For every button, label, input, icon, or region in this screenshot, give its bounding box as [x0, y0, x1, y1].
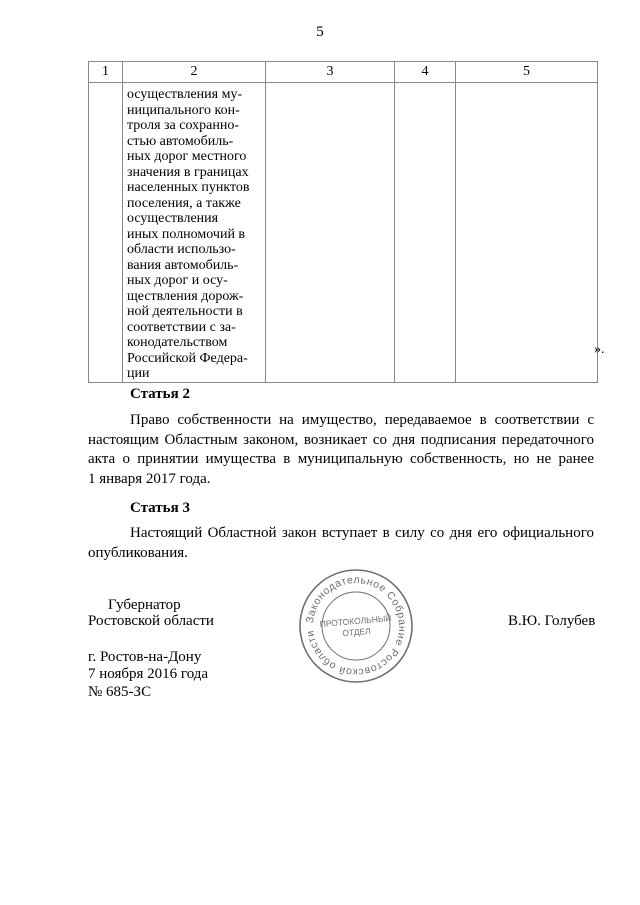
table-closing-quote: ». [594, 342, 605, 357]
table-cell-line: соответствии с за- [127, 319, 236, 335]
table-row [89, 83, 598, 383]
article-2-line: 1 января 2017 года. [88, 470, 211, 487]
article-3-text [88, 524, 594, 563]
table-cell-col2 [123, 83, 266, 383]
article-2-heading: Статья 2 [130, 386, 190, 402]
table-cell-col2-text [123, 83, 265, 382]
table-cell-line: стью автомобиль- [127, 133, 234, 149]
signatory-name: В.Ю. Голубев [508, 613, 596, 629]
signatory-title-line2: Ростовской области [88, 613, 214, 629]
table-cell-line: осуществления му- [127, 87, 243, 102]
article-2-line: настоящим Областным законом, возникает со дня подписания передаточного [88, 431, 594, 448]
table-cell-line: ниципального кон- [127, 102, 240, 118]
column-header-3: 3 [266, 62, 395, 83]
table-cell-line: ции [127, 366, 150, 381]
table-cell-col5 [456, 83, 598, 383]
table-cell-line: ных дорог и осу- [127, 273, 228, 288]
stamp-outer-ring [300, 570, 412, 682]
table-cell-line: Российской Федера- [127, 350, 248, 366]
column-header-1: 1 [89, 62, 123, 83]
table-cell-line: осуществления [127, 211, 219, 226]
table-cell-col3 [266, 83, 395, 383]
table-cell-line: троля за сохранно- [127, 118, 239, 133]
table-cell-line: значения в границах [127, 164, 249, 180]
official-stamp [298, 568, 414, 684]
table-cell-line: ной деятельности в [127, 304, 243, 319]
table-cell-line: конодательством [127, 335, 228, 350]
signatory-title-line1: Губернатор [108, 597, 181, 613]
signing-place: г. Ростов-на-Дону [88, 649, 202, 665]
article-3-heading: Статья 3 [130, 500, 190, 516]
table-header-row [89, 62, 598, 83]
column-header-4: 4 [395, 62, 456, 83]
law-number: № 685-ЗС [88, 684, 152, 700]
table-cell-line: поселения, а также [127, 195, 241, 211]
property-table [88, 61, 598, 383]
table-cell-line: населенных пунктов [127, 180, 250, 195]
stamp-ring-text: Законодательное Собрание Ростовской области [304, 573, 409, 679]
column-header-5: 5 [456, 62, 598, 83]
column-header-2: 2 [123, 62, 266, 83]
table-cell-line: иных полномочий в [127, 226, 246, 242]
table-cell-line: ных дорог местного [127, 149, 247, 164]
table-cell-line: вания автомобиль- [127, 257, 239, 273]
signing-date: 7 ноября 2016 года [88, 666, 209, 682]
table-cell-col4 [395, 83, 456, 383]
article-3-line: опубликования. [88, 544, 188, 561]
table-cell-line: области использо- [127, 242, 236, 257]
table-cell-col1 [89, 83, 123, 383]
page-number: 5 [316, 24, 324, 40]
article-3-line: Настоящий Областной закон вступает в силу со дня его официального [130, 525, 594, 541]
article-2-line: акта о принятии имущества в муниципальную собственность, но не ранее [88, 451, 594, 467]
article-2-text [88, 411, 594, 489]
table-cell-line: ществления дорож- [127, 288, 244, 304]
stamp-center-line2: ОТДЕЛ [341, 625, 372, 639]
stamp-center-line1: ПРОТОКОЛЬНЫЙ [319, 612, 392, 630]
article-2-line: Право собственности на имущество, передаваемое в соответствии с [130, 412, 594, 428]
